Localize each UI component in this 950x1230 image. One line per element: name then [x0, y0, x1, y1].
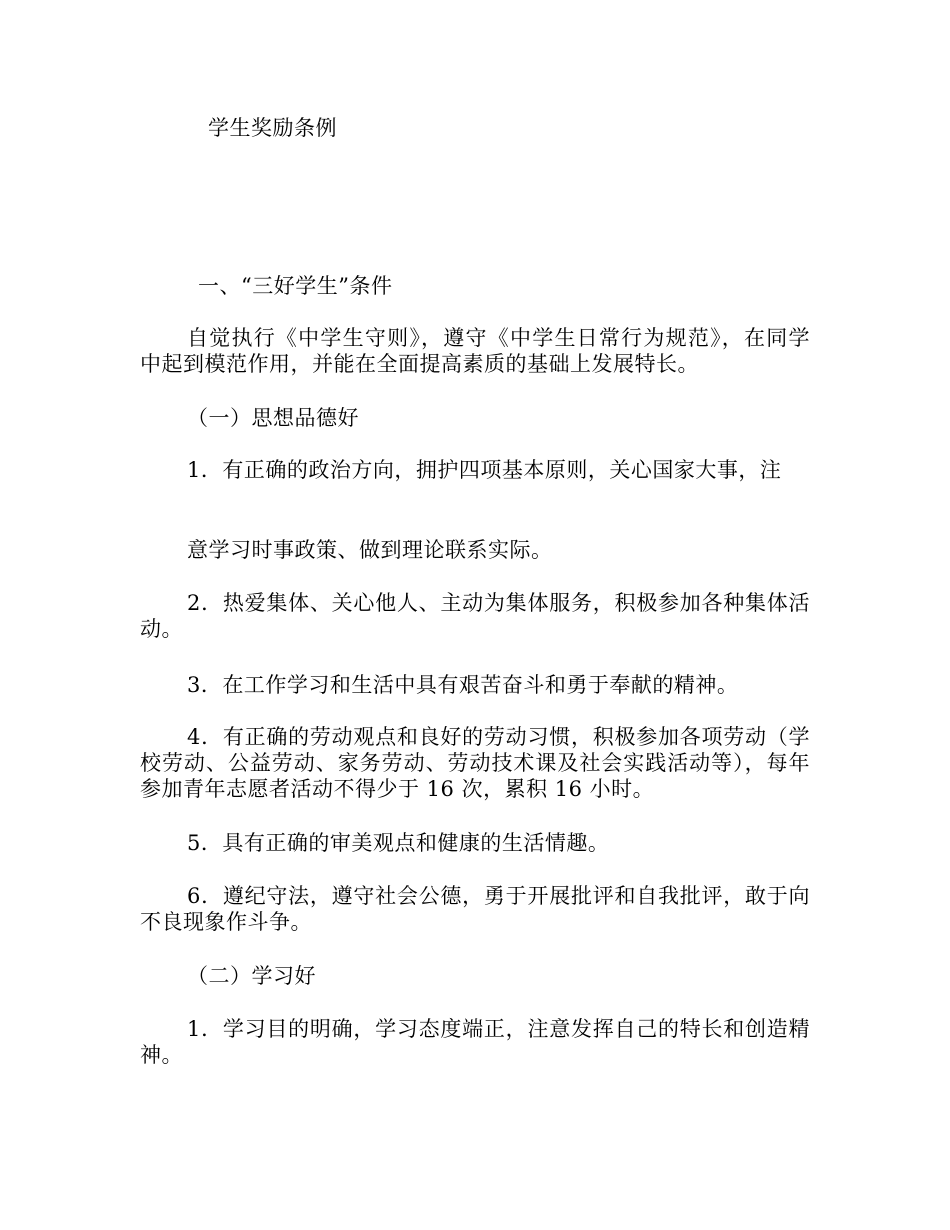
list-item: 5．具有正确的审美观点和健康的生活情趣。	[187, 831, 610, 855]
subsection-heading: （一）思想品德好	[187, 406, 359, 430]
list-item: 3．在工作学习和生活中具有艰苦奋斗和勇于奉献的精神。	[187, 673, 739, 697]
list-item: 1．有正确的政治方向，拥护四项基本原则，关心国家大事，注	[187, 458, 782, 482]
list-item: 1．学习目的明确，学习态度端正，注意发挥自己的特长和创造精神。	[140, 1017, 810, 1067]
list-item: 4．有正确的劳动观点和良好的劳动习惯，积极参加各项劳动（学校劳动、公益劳动、家务劳动、劳动技术课及社会实践活动等），每年参加青年志愿者活动不得少于 16 次，累积 16 小时。	[140, 725, 810, 801]
section-heading: 一、“三好学生”条件	[198, 274, 393, 298]
list-item: 2．热爱集体、关心他人、主动为集体服务，积极参加各种集体活动。	[140, 591, 810, 641]
list-item-continuation: 意学习时事政策、做到理论联系实际。	[187, 538, 553, 562]
list-item: 6．遵纪守法，遵守社会公德，勇于开展批评和自我批评，敢于向不良现象作斗争。	[140, 884, 810, 934]
document-title: 学生奖励条例	[208, 116, 337, 140]
section-intro-paragraph: 自觉执行《中学生守则》，遵守《中学生日常行为规范》，在同学中起到模范作用，并能在全面提高素质的基础上发展特长。	[140, 326, 810, 376]
subsection-heading: （二）学习好	[187, 964, 316, 988]
